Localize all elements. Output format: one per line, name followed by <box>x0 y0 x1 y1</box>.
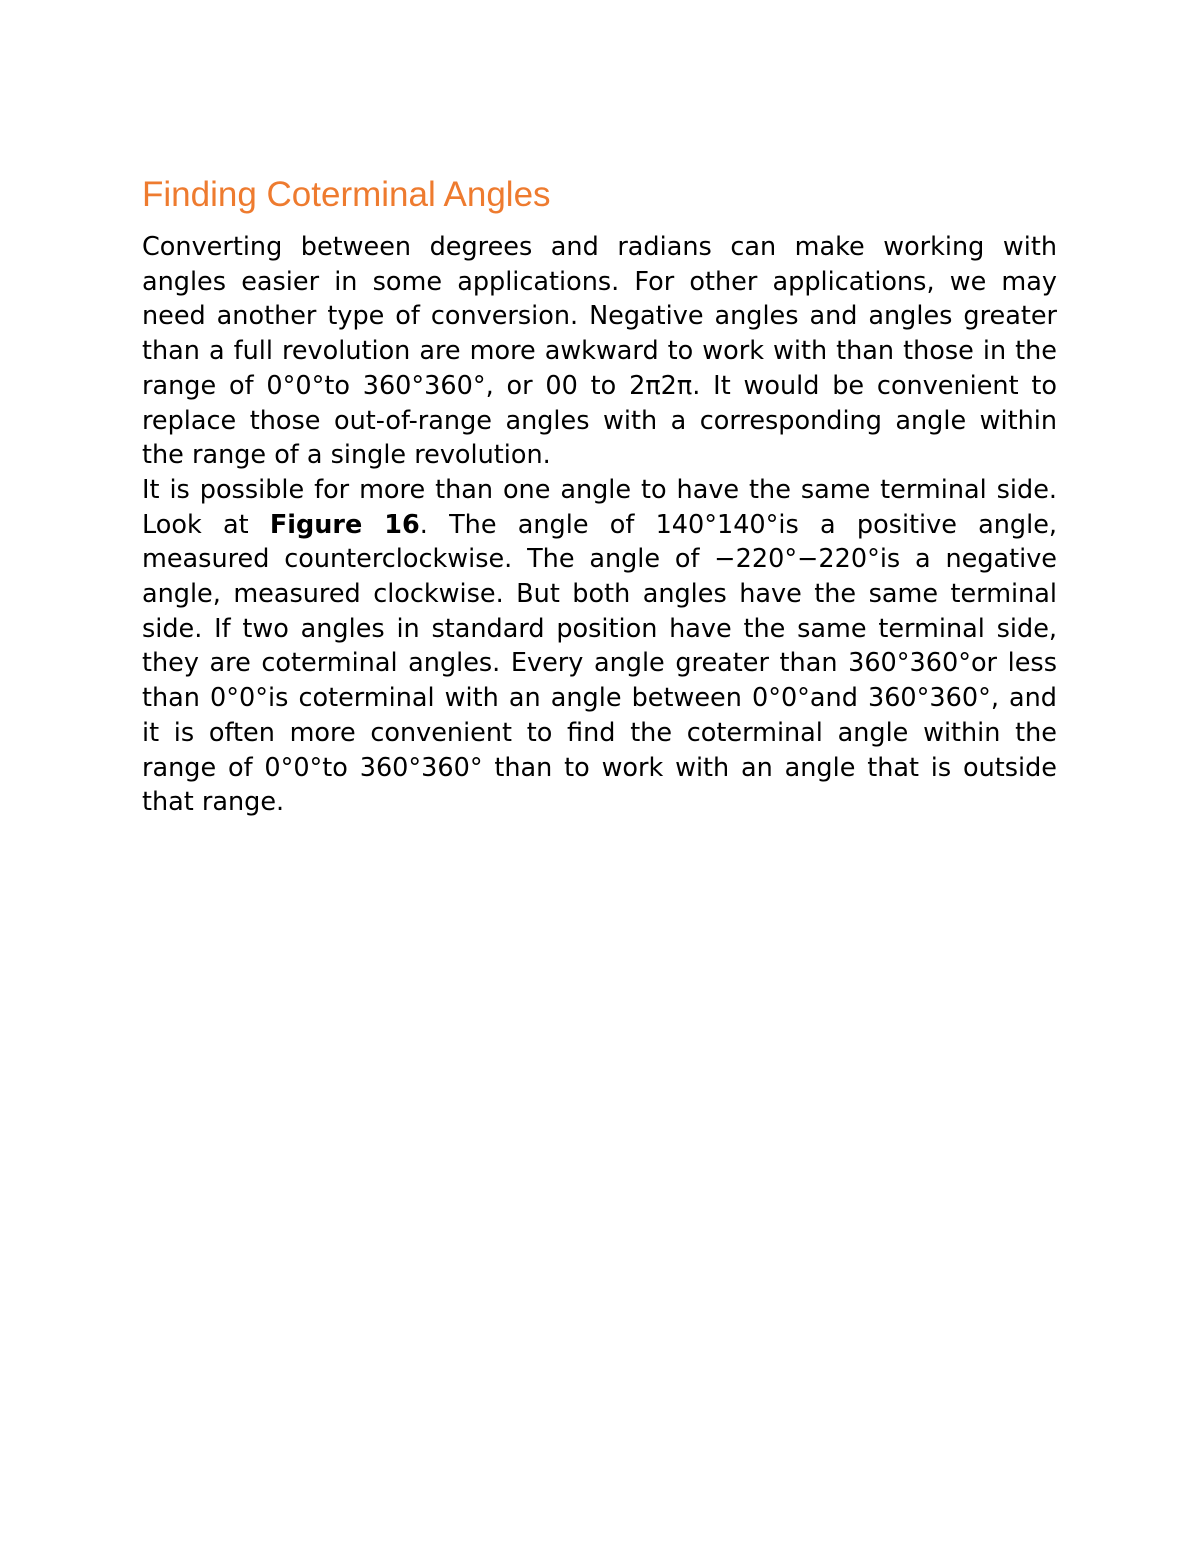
document-content <box>142 172 1057 820</box>
paragraph-2-text-end: . The angle of 140°140°is a positive angle, measured counterclockwise. The angle of −220°−220°is a negative angle, measured clockwise. But both angles have the same terminal side. If two angles in standard position have the same terminal side, they are coterminal angles. Every angle greater than 360°360°or less than 0°0°is coterminal with an angle between 0°0°and 360°360°, and it is often more convenient to find the coterminal angle within the range of 0°0°to 360°360° than to work with an angle that is outside that range. <box>142 509 1057 818</box>
section-heading: Finding Coterminal Angles <box>142 175 551 214</box>
paragraph-1: Converting between degrees and radians can make working with angles easier in some applications. For other applications, we may need another type of conversion. Negative angles and angles greater than a full revolution are more awkward to work with than those in the range of 0°0°to 360°360°, or 00 to 2π2π. It would be convenient to replace those out-of-range angles with a corresponding angle within the range of a single revolution. <box>142 232 1057 471</box>
paragraph-2-text-start: It is possible for more than one angle to have the same terminal side. Look at <box>142 474 1057 540</box>
paragraph-2 <box>142 473 1057 820</box>
figure-reference: Figure 16 <box>269 509 420 540</box>
